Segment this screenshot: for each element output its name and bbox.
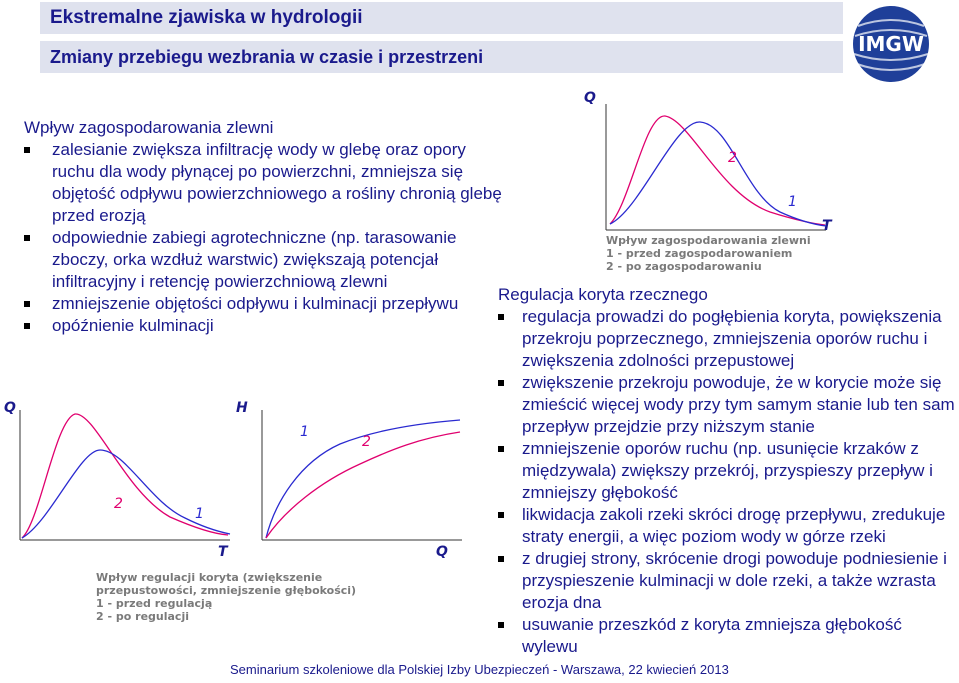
x-axis-label: T xyxy=(822,218,832,234)
list-item: zwiększenie przekroju powoduje, że w korycie może się zmieścić więcej wody przy tym samym stanie lub ten sam przepływ przejdzie przy niższym stanie xyxy=(498,372,958,438)
x-axis-label: Q xyxy=(436,544,448,560)
curve-1-label: 1 xyxy=(300,424,309,440)
curve-2-label: 2 xyxy=(362,434,371,450)
bullet-icon xyxy=(498,512,504,518)
curve-1-before xyxy=(22,450,230,538)
right-text-block xyxy=(498,284,958,658)
caption-line: 2 - po zagospodarowaniu xyxy=(606,260,762,273)
slide-subtitle: Zmiany przebiegu wezbrania w czasie i przestrzeni xyxy=(40,41,843,73)
land-use-hydrograph xyxy=(570,84,850,280)
bullet-icon xyxy=(24,323,30,329)
slide-title: Ekstremalne zjawiska w hydrologii xyxy=(40,2,843,34)
left-section-title: Wpływ zagospodarowania zlewni xyxy=(24,118,274,137)
logo-text: IMGW xyxy=(858,32,924,56)
caption-line: 2 - po regulacji xyxy=(96,610,189,623)
right-section-title: Regulacja koryta rzecznego xyxy=(498,285,708,304)
imgw-logo xyxy=(850,4,932,84)
bullet-icon xyxy=(498,380,504,386)
caption-line: 1 - przed zagospodarowaniem xyxy=(606,247,793,260)
list-item: likwidacja zakoli rzeki skróci drogę przepływu, zredukuje straty energii, a więc poziom wody w górze rzeki xyxy=(498,504,958,548)
list-item: usuwanie przeszkód z koryta zmniejsza głębokość wylewu xyxy=(498,614,958,658)
list-item: zalesianie zwiększa infiltrację wody w glebę oraz opory ruchu dla wody płynącej po powierzchni, zmniejsza się objętość odpływu powierzchniowego a rośliny chronią glebę przed erozją xyxy=(24,139,504,227)
y-axis-label: Q xyxy=(4,400,16,416)
caption-line: Wpływ regulacji koryta (zwiększenie xyxy=(96,571,323,584)
list-item: odpowiednie zabiegi agrotechniczne (np. tarasowanie zboczy, orka wzdłuż warstwic) zwiększają potencjał infiltracyjny i retencję powierzchniową zlewni xyxy=(24,227,504,293)
caption-line: 1 - przed regulacją xyxy=(96,597,213,610)
curve-1-label: 1 xyxy=(788,194,797,210)
caption-line: Wpływ zagospodarowania zlewni xyxy=(606,234,811,247)
bullet-icon xyxy=(24,301,30,307)
curve-2-after xyxy=(610,122,826,226)
x-axis-label: T xyxy=(218,544,228,560)
list-item: opóźnienie kulminacji xyxy=(24,315,504,337)
regulation-figures xyxy=(0,392,490,632)
footer-text: Seminarium szkoleniowe dla Polskiej Izby Ubezpieczeń - Warszawa, 22 kwiecień 2013 xyxy=(230,662,729,677)
bullet-icon xyxy=(498,622,504,628)
list-item: zmniejszenie objętości odpływu i kulminacji przepływu xyxy=(24,293,504,315)
curve-2-label: 2 xyxy=(114,496,123,512)
curve-2-label: 2 xyxy=(728,150,737,166)
bullet-icon xyxy=(24,235,30,241)
caption-line: przepustowości, zmniejszenie głębokości) xyxy=(96,584,357,597)
left-text-block xyxy=(24,117,504,337)
bullet-icon xyxy=(498,446,504,452)
y-axis-label: Q xyxy=(584,90,596,106)
list-item: z drugiej strony, skrócenie drogi powoduje podniesienie i przyspieszenie kulminacji w dole rzeki, a także wzrasta erozja dna xyxy=(498,548,958,614)
bullet-icon xyxy=(498,314,504,320)
curve-1-label: 1 xyxy=(195,506,204,522)
list-item: zmniejszenie oporów ruchu (np. usunięcie krzaków z międzywala) zwiększy przekrój, przyspieszy przepływ i zmniejszy głębokość xyxy=(498,438,958,504)
y-axis-label: H xyxy=(236,400,248,416)
list-item: regulacja prowadzi do pogłębienia koryta, powiększenia przekroju poprzecznego, zmniejszenia oporów ruchu i zwiększenia zdolności przepustowej xyxy=(498,306,958,372)
bullet-icon xyxy=(24,147,30,153)
bullet-icon xyxy=(498,556,504,562)
